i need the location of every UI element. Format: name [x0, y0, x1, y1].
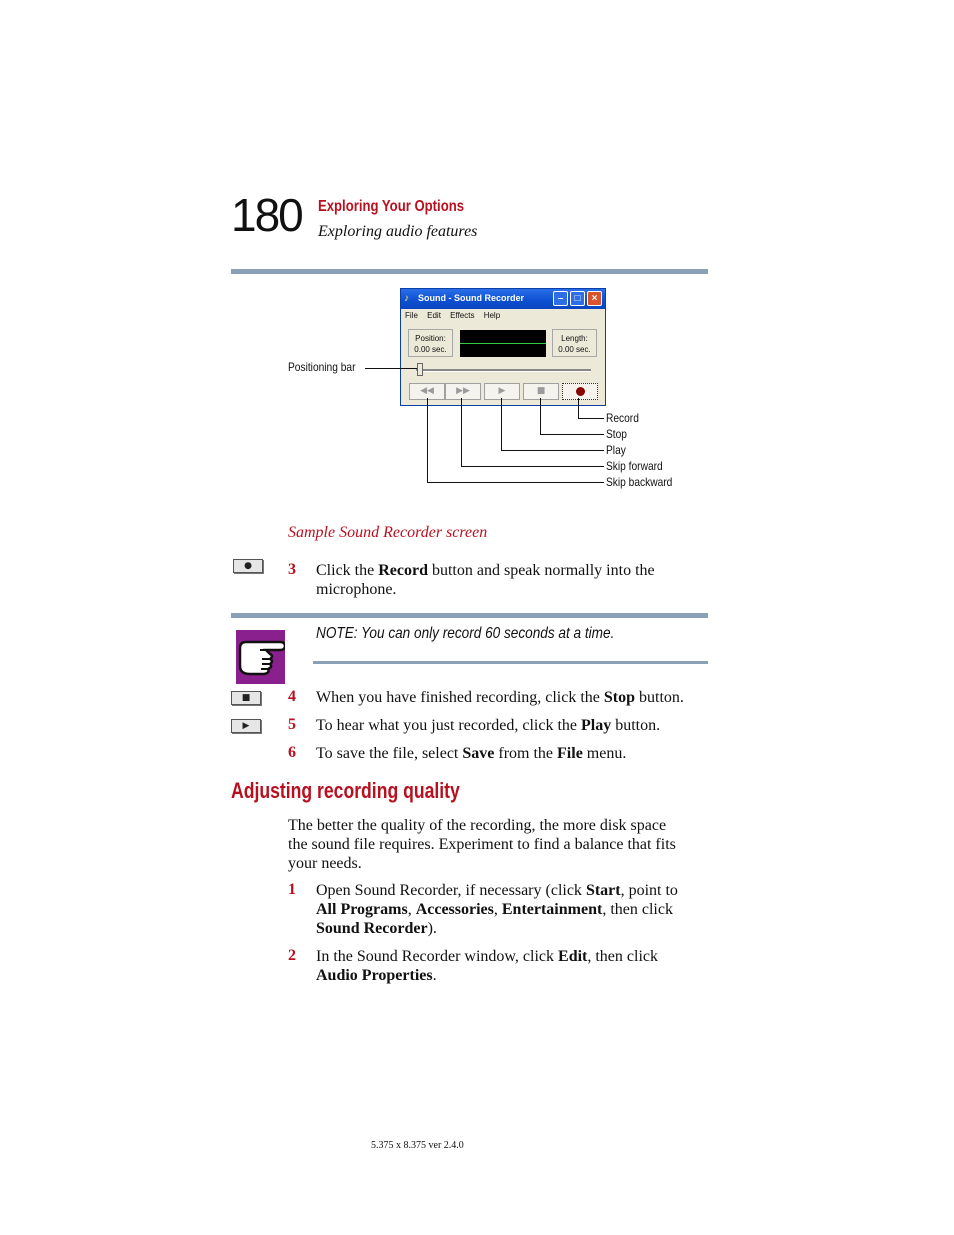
callout-line-skipfwd-h	[461, 466, 604, 467]
figure-caption: Sample Sound Recorder screen	[288, 524, 488, 541]
waveform-display	[460, 330, 546, 357]
page-footer: 5.375 x 8.375 ver 2.4.0	[371, 1140, 464, 1151]
stop-button[interactable]	[523, 383, 559, 400]
window-title: Sound - Sound Recorder	[418, 293, 525, 303]
callout-line-play-v	[501, 398, 502, 451]
section-heading: Adjusting recording quality	[231, 778, 460, 803]
length-label: Length:	[561, 334, 588, 343]
callout-line-stop-h	[540, 434, 604, 435]
step-bold: Audio Properties	[316, 967, 433, 984]
step-bold: Entertainment	[501, 901, 603, 918]
intro-line: your needs.	[288, 855, 362, 872]
step-text-part: , point to	[620, 882, 678, 899]
callout-line-stop-v	[540, 398, 541, 435]
callout-line-record-h	[578, 418, 604, 419]
menu-edit[interactable]: Edit	[427, 311, 441, 320]
step-text-part: menu.	[582, 745, 627, 762]
step-text-part: In the Sound Recorder window, click	[316, 948, 559, 965]
play-triangle-icon: ▶	[242, 721, 250, 731]
menu-help[interactable]: Help	[483, 311, 501, 320]
record-icon	[576, 387, 585, 396]
callout-positioning-bar: Positioning bar	[288, 360, 356, 374]
step-text	[316, 744, 626, 763]
callout-skip-forward: Skip forward	[606, 459, 663, 473]
step-text-part: ).	[427, 920, 437, 937]
position-value: 0.00 sec.	[414, 345, 447, 354]
callout-line-play-h	[501, 450, 604, 451]
note-top-rule	[231, 613, 708, 618]
step-text-part: from the	[494, 745, 558, 762]
record-dot-icon: ●	[244, 561, 252, 571]
stop-icon: ■	[536, 386, 546, 396]
step-number: 1	[288, 881, 296, 898]
step-text-part: button.	[611, 717, 661, 734]
step-text-part: .	[432, 967, 437, 984]
step-text-part: button and speak normally into the	[427, 562, 655, 579]
step-text-part: Click the	[316, 562, 379, 579]
callout-line-skipfwd-v	[461, 398, 462, 467]
step-bold: Stop	[603, 689, 636, 706]
positioning-bar-thumb[interactable]	[417, 363, 423, 376]
step-text	[316, 881, 708, 938]
step-text-part: , then click	[602, 901, 673, 918]
step-bold: Sound Recorder	[316, 920, 428, 937]
step-number: 5	[288, 716, 296, 733]
play-icon: ▶	[498, 386, 506, 396]
step-number: 4	[288, 688, 296, 705]
step-number: 2	[288, 947, 296, 964]
length-readout	[552, 329, 597, 357]
play-button[interactable]	[484, 383, 520, 400]
step-text-part: microphone.	[316, 581, 397, 598]
callout-skip-backward: Skip backward	[606, 475, 673, 489]
step-text	[316, 716, 660, 735]
play-button-icon	[231, 719, 261, 733]
callout-line-skipback-v	[427, 398, 428, 483]
callout-line-skipback-h	[427, 482, 604, 483]
step-number: 6	[288, 744, 296, 761]
step-bold: Record	[378, 562, 428, 579]
close-button[interactable]: ×	[587, 291, 602, 306]
menu-bar	[405, 311, 507, 320]
sound-recorder-app-icon: ♪	[404, 293, 409, 304]
step-bold: Edit	[558, 948, 588, 965]
waveform-line	[460, 343, 546, 344]
menu-file[interactable]: File	[405, 311, 418, 320]
record-button-icon	[233, 559, 263, 573]
record-button[interactable]	[562, 383, 598, 400]
title-bar	[401, 289, 605, 309]
step-bold: File	[557, 745, 583, 762]
step-bold: Save	[462, 745, 495, 762]
position-readout	[408, 329, 453, 357]
step-text-part: To hear what you just recorded, click the	[316, 717, 582, 734]
skip-forward-icon: ▶▶	[456, 386, 470, 396]
position-label: Position:	[415, 334, 446, 343]
callout-record: Record	[606, 411, 639, 425]
step-bold: Accessories	[415, 901, 494, 918]
callout-stop: Stop	[606, 427, 627, 441]
intro-line: The better the quality of the recording, the more disk space	[288, 817, 667, 834]
chapter-title: Exploring Your Options	[318, 198, 465, 215]
minimize-button[interactable]: –	[553, 291, 568, 306]
sound-recorder-window	[400, 288, 606, 406]
step-text	[316, 947, 708, 985]
step-text-part: ,	[493, 901, 502, 918]
callout-line-positioning	[365, 368, 417, 369]
pointing-hand-icon	[236, 630, 285, 684]
step-text-part: Open Sound Recorder, if necessary (click	[316, 882, 586, 899]
step-number: 3	[288, 561, 296, 578]
menu-effects[interactable]: Effects	[450, 311, 475, 320]
step-text	[316, 561, 708, 599]
step-text-part: ,	[407, 901, 416, 918]
note-bottom-rule	[313, 661, 708, 664]
maximize-button[interactable]: □	[570, 291, 585, 306]
step-text-part: When you have finished recording, click the	[316, 689, 604, 706]
callout-line-record-v	[578, 398, 579, 419]
step-bold: Start	[585, 882, 621, 899]
section-title: Exploring audio features	[318, 223, 478, 240]
step-bold: All Programs	[316, 901, 408, 918]
stop-square-icon: ■	[241, 693, 251, 703]
step-text-part: button.	[635, 689, 684, 706]
step-bold: Play	[581, 717, 612, 734]
callout-play: Play	[606, 443, 626, 457]
page-number: 180	[231, 189, 302, 241]
top-rule	[231, 269, 708, 274]
skip-backward-icon: ◀◀	[420, 386, 434, 396]
step-text-part: To save the file, select	[316, 745, 463, 762]
note-text: NOTE: You can only record 60 seconds at a time.	[316, 625, 615, 642]
length-value: 0.00 sec.	[558, 345, 591, 354]
positioning-bar[interactable]	[416, 369, 591, 372]
step-text-part: , then click	[587, 948, 658, 965]
skip-forward-button[interactable]	[445, 383, 481, 400]
intro-line: the sound file requires. Experiment to find a balance that fits	[288, 836, 676, 853]
step-text	[316, 688, 684, 707]
intro-paragraph	[288, 816, 708, 873]
stop-button-icon	[231, 691, 261, 705]
